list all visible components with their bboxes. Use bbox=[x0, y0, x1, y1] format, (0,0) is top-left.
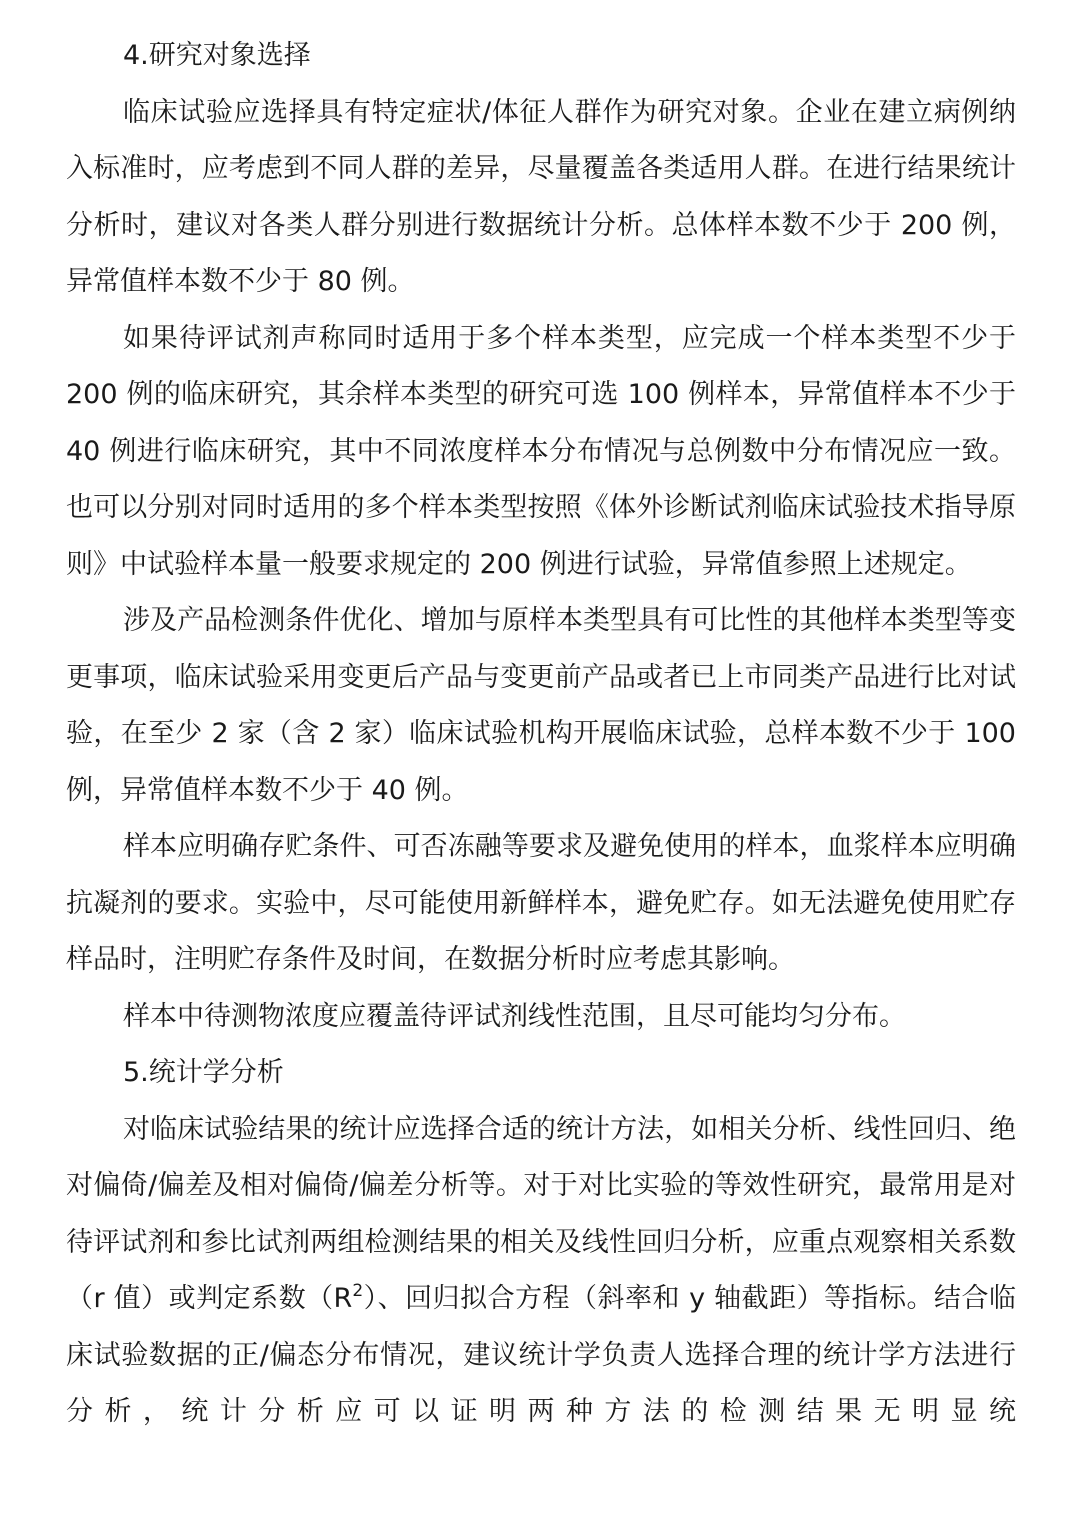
section-5-paragraph-1-text-a: 对临床试验结果的统计应选择合适的统计方法，如相关分析、线性回归、绝对偏倚/偏差及相对偏倚/偏差分析等。对于对比实验的等效性研究，最常用是对待评试剂和参比试剂两组检测结果的相关及线性回归分析，应重点观察相关系数（r 值）或判定系数（R bbox=[66, 1113, 1016, 1314]
section-5-heading: 5.统计学分析 bbox=[123, 1057, 284, 1088]
section-4-paragraph-1: 临床试验应选择具有特定症状/体征人群作为研究对象。企业在建立病例纳入标准时，应考虑到不同人群的差异，尽量覆盖各类适用人群。在进行结果统计分析时，建议对各类人群分别进行数据统计分析。总体样本数不少于 200 例，异常值样本数不少于 80 例。 bbox=[66, 96, 1016, 297]
section-5-paragraph-1 bbox=[66, 1102, 1016, 1441]
section-4-paragraph-4: 样本应明确存贮条件、可否冻融等要求及避免使用的样本，血浆样本应明确抗凝剂的要求。实验中，尽可能使用新鲜样本，避免贮存。如无法避免使用贮存样品时，注明贮存条件及时间，在数据分析时应考虑其影响。 bbox=[66, 831, 1016, 975]
section-5-paragraph-1-text-b: ）、回归拟合方程（斜率和 y 轴截距）等指标。结合临床试验数据的正/偏态分布情况，建议统计学负责人选择合理的统计学方法进行分析，统计分析应可以证明两种方法的检测结果无明显统 bbox=[66, 1283, 1016, 1427]
section-4-paragraph-5: 样本中待测物浓度应覆盖待评试剂线性范围，且尽可能均匀分布。 bbox=[123, 1000, 906, 1032]
section-4-paragraph-3: 涉及产品检测条件优化、增加与原样本类型具有可比性的其他样本类型等变更事项，临床试验采用变更后产品与变更前产品或者已上市同类产品进行比对试验，在至少 2 家（含 2 家）临床试验机构开展临床试验，总样本数不少于 100 例，异常值样本数不少于 40 例。 bbox=[66, 605, 1016, 806]
section-4-heading: 4.研究对象选择 bbox=[123, 40, 311, 71]
section-4-paragraph-2: 如果待评试剂声称同时适用于多个样本类型，应完成一个样本类型不少于 200 例的临床研究，其余样本类型的研究可选 100 例样本，异常值样本不少于 40 例进行临床研究，其中不同浓度样本分布情况与总例数中分布情况应一致。也可以分别对同时适用的多个样本类型按照《体外诊断试剂临床试验技术指导原则》中试验样本量一般要求规定的 200 例进行试验，异常值参照上述规定。 bbox=[66, 322, 1016, 580]
superscript-two: 2 bbox=[352, 1281, 364, 1301]
